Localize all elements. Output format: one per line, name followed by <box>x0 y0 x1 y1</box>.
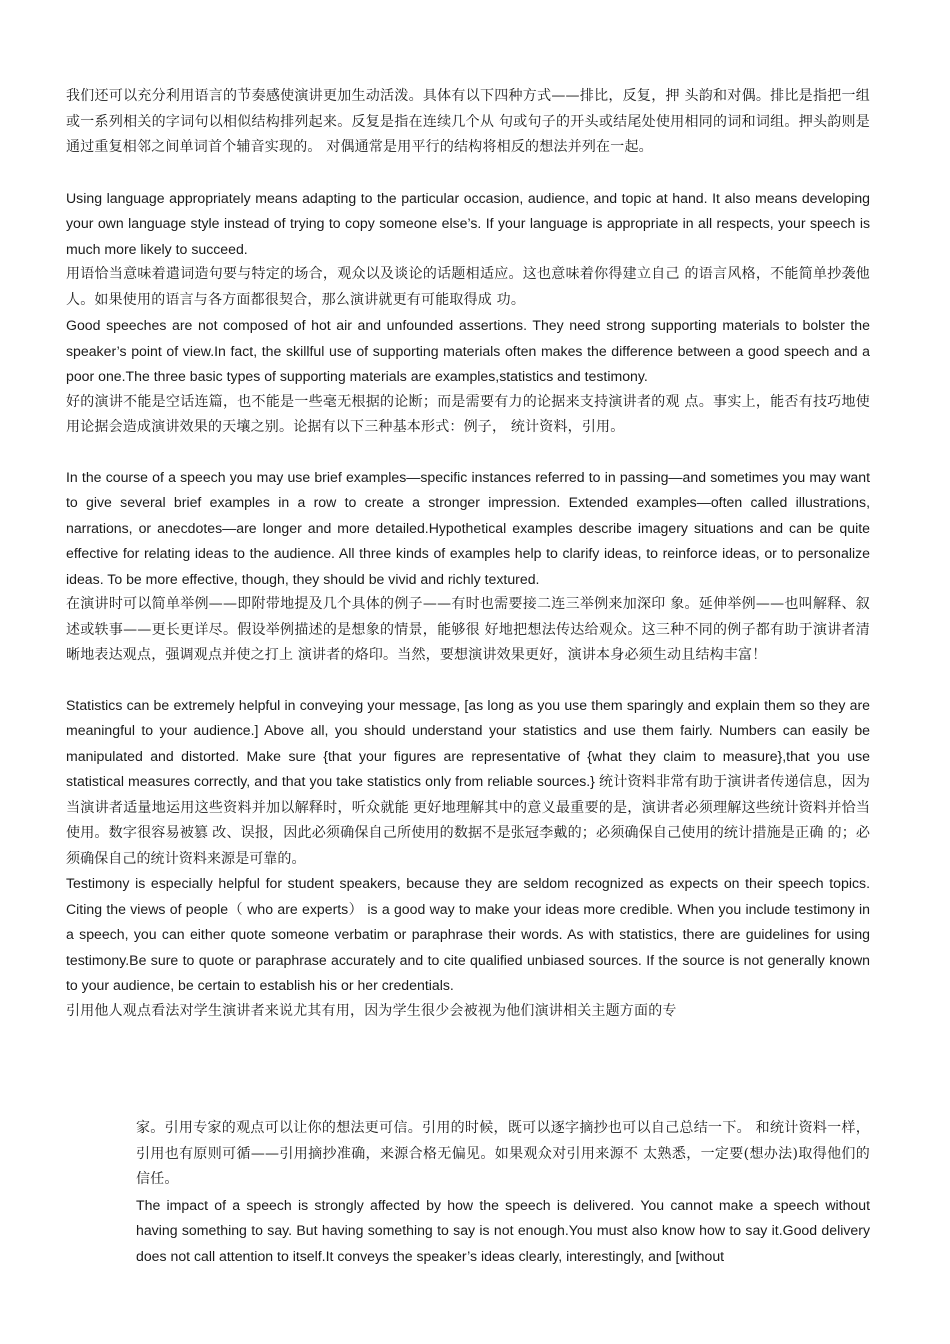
paragraph-examples-en: In the course of a speech you may use brief examples—specific instances referred to in passing—and sometimes you may want to give several brief examples in a row to create a stronger impression. Extended examples—often called illustrations, narrations, or anecdotes—are longer and more detailed.Hypothetical examples describe imagery situations and can be quite effective for relating ideas to the audience. All three kinds of examples help to clarify ideas, to reinforce ideas, or to personalize ideas. To be more effective, though, they should be vivid and richly textured. <box>66 468 870 587</box>
paragraph-testimony-zh-continued: 家。引用专家的观点可以让你的想法更可信。引用的时候，既可以逐字摘抄也可以自己总结一下。 和统计资料一样，引用也有原则可循——引用摘抄准确，来源合格无偏见。如果观众对引用来源不 太熟悉，一定要(想办法)取得他们的信任。 <box>136 1120 870 1187</box>
paragraph-supporting-materials-zh: 好的演讲不能是空话连篇，也不能是一些毫无根据的论断；而是需要有力的论据来支持演讲者的观 点。事实上，能否有技巧地使用论据会造成演讲效果的天壤之别。论据有以下三种基本形式：例子， 统计资料，引用。 <box>66 393 870 435</box>
paragraph-statistics: Statistics can be extremely helpful in conveying your message, [as long as you use them sparingly and explain them so they are meaningful to your audience.] Above all, you should understand your statistics and use them fairly. Numbers can easily be manipulated and distorted. Make sure {that your figures are representative of {what they claim to measure},that you use statistical measures correctly, and that you take statistics only from reliable sources.} 统计资料非常有助于演讲者传递信息，因为当演讲者适量地运用这些资料并加以解释时，听众就能 更好地理解其中的意义最重要的是，演讲者必须理解这些统计资料并恰当使用。数字很容易被篡 改、误报，因此必须确保自己所使用的数据不是张冠李戴的；必须确保自己使用的统计措施是正确 的；必须确保自己的统计资料来源是可靠的。 <box>66 696 870 866</box>
paragraph-language-zh: 用语恰当意味着遣词造句要与特定的场合，观众以及谈论的话题相适应。这也意味着你得建立自己 的语言风格，不能简单抄袭他人。如果使用的语言与各方面都很契合，那么演讲就更有可能取得成 功。 <box>66 266 870 308</box>
paragraph-rhythm-zh: 我们还可以充分利用语言的节奏感使演讲更加生动活泼。具体有以下四种方式——排比，反复，押 头韵和对偶。排比是指把一组或一系列相关的字词句以相似结构排列起来。反复是指在连续几个从 句或句子的开头或结尾处使用相同的词和词组。押头韵则是通过重复相邻之间单词首个辅音实现的。 对偶通常是用平行的结构将相反的想法并列在一起。 <box>66 88 870 155</box>
paragraph-delivery-en: The impact of a speech is strongly affected by how the speech is delivered. You cannot make a speech without having something to say. But having something to say is not enough.You must also know how to say it.Good delivery does not call attention to itself.It conveys the speaker’s ideas clearly, interestingly, and [without <box>136 1196 870 1264</box>
paragraph-testimony-en: Testimony is especially helpful for student speakers, because they are seldom recognized as expects on their speech topics. Citing the views of people（ who are experts） is a good way to make your ideas more credible. When you include testimony in a speech, you can either quote someone verbatim or paraphrase their words. As with statistics, there are guidelines for using testimony.Be sure to quote or paraphrase accurately and to cite qualified unbiased sources. If the source is not generally known to your audience, be certain to establish his or her credentials. <box>66 875 870 993</box>
paragraph-supporting-materials-en: Good speeches are not composed of hot air and unfounded assertions. They need strong supporting materials to bolster the speaker’s point of view.In fact, the skillful use of supporting materials often makes the difference between a good speech and a poor one.The three basic types of supporting materials are examples,statistics and testimony. <box>66 317 870 384</box>
paragraph-language-en: Using language appropriately means adapting to the particular occasion, audience, and topic at hand. It also means developing your own language style instead of trying to copy someone else’s. If your language is appropriate in all respects, your speech is much more likely to succeed. <box>66 189 870 257</box>
document-body <box>66 84 870 1024</box>
paragraph-examples-zh: 在演讲时可以简单举例——即附带地提及几个具体的例子——有时也需要接二连三举例来加深印 象。延伸举例——也叫解释、叙述或轶事——更长更详尽。假设举例描述的是想象的情景，能够很 好地把想法传达给观众。这三种不同的例子都有助于演讲者清晰地表达观点，强调观点并使之打上 演讲者的烙印。当然，要想演讲效果更好，演讲本身必须生动且结构丰富！ <box>66 596 870 663</box>
indented-continuation <box>136 1116 870 1269</box>
paragraph-testimony-zh: 引用他人观点看法对学生演讲者来说尤其有用，因为学生很少会被视为他们演讲相关主题方面的专 <box>66 1002 677 1019</box>
